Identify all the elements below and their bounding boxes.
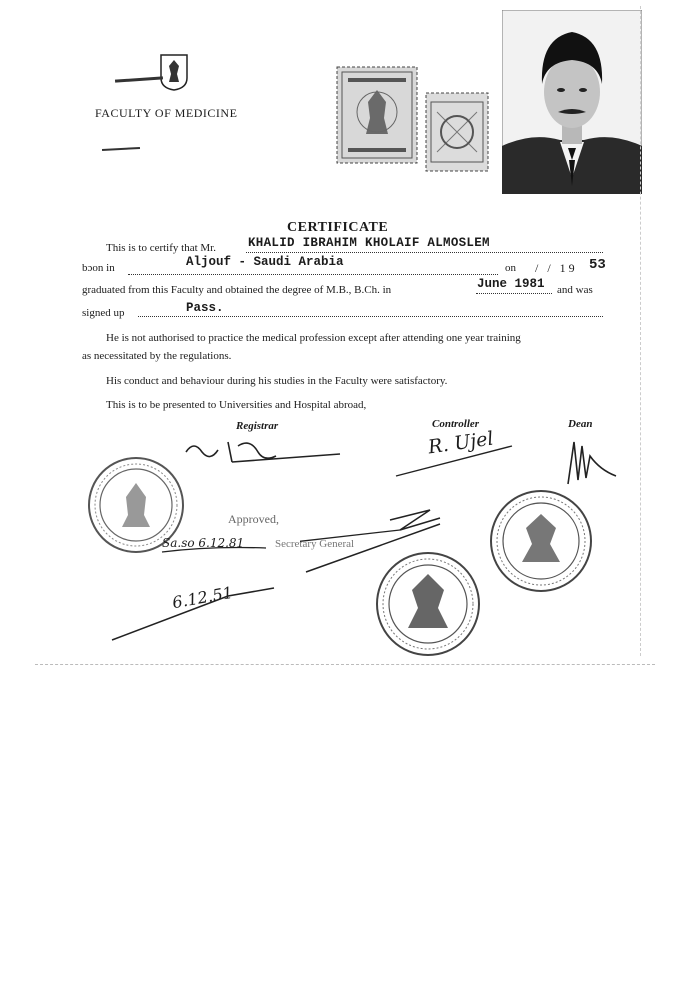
restriction-text-line-2: as necessitated by the regulations. [82, 350, 232, 362]
decorative-stroke [102, 147, 140, 151]
handwritten-date-1: Sa.so 6.12.81 [162, 536, 245, 550]
signed-up-label: signed up [82, 307, 125, 319]
date-underline-stroke [108, 582, 278, 644]
university-emblem-icon [158, 52, 190, 92]
registrar-signature [180, 432, 350, 472]
grad-date-underline [476, 293, 552, 294]
revenue-stamp-1 [336, 66, 418, 164]
graduation-date: June 1981 [477, 277, 545, 291]
and-was-label: and was [557, 284, 593, 296]
approved-label: Approved, [228, 512, 279, 526]
grade-underline [138, 316, 603, 317]
born-in-label: bɔon in [82, 262, 115, 274]
decorative-stroke [115, 76, 163, 82]
seal-stamp-right [488, 488, 594, 594]
revenue-stamp-2 [425, 92, 489, 172]
controller-signature-stroke [392, 440, 522, 480]
graduated-label: graduated from this Faculty and obtained the degree of M.B., B.Ch. in [82, 284, 392, 296]
restriction-text-line-1: He is not authorised to practice the medical profession except after attending one year training [106, 332, 521, 344]
graduate-name: KHALID IBRAHIM KHOLAIF ALMOSLEM [248, 236, 490, 250]
controller-label: Controller [432, 418, 480, 430]
handwritten-date-stroke [160, 544, 270, 558]
birthplace-underline [128, 274, 498, 275]
dean-signature [560, 436, 620, 488]
grade-value: Pass. [186, 301, 224, 315]
presentation-text: This is to be presented to Universities and Hospital abroad, [106, 399, 367, 411]
conduct-text: His conduct and behaviour during his studies in the Faculty were satisfactory. [106, 375, 448, 387]
handwritten-date-2: 6.12.51 [170, 582, 235, 613]
certify-label: This is to certify that Mr. [106, 242, 216, 254]
on-label: on [505, 262, 516, 274]
certificate-title: CERTIFICATE [287, 220, 389, 235]
approval-signature [300, 500, 450, 580]
name-underline [246, 252, 603, 253]
birth-year-suffix: 53 [589, 257, 606, 273]
secretary-general-label: Secretary General [275, 538, 355, 550]
dean-label: Dean [568, 418, 593, 430]
copy-edge-mark [640, 6, 642, 656]
faculty-header: FACULTY OF MEDICINE [95, 106, 238, 120]
birth-date-printed: / / 19 [535, 261, 578, 275]
birthplace-value: Aljouf - Saudi Arabia [186, 255, 344, 269]
registrar-label: Registrar [236, 420, 279, 432]
controller-signature: R. Ujel [426, 427, 495, 459]
copy-edge-mark [35, 664, 655, 666]
applicant-photo [502, 10, 642, 194]
